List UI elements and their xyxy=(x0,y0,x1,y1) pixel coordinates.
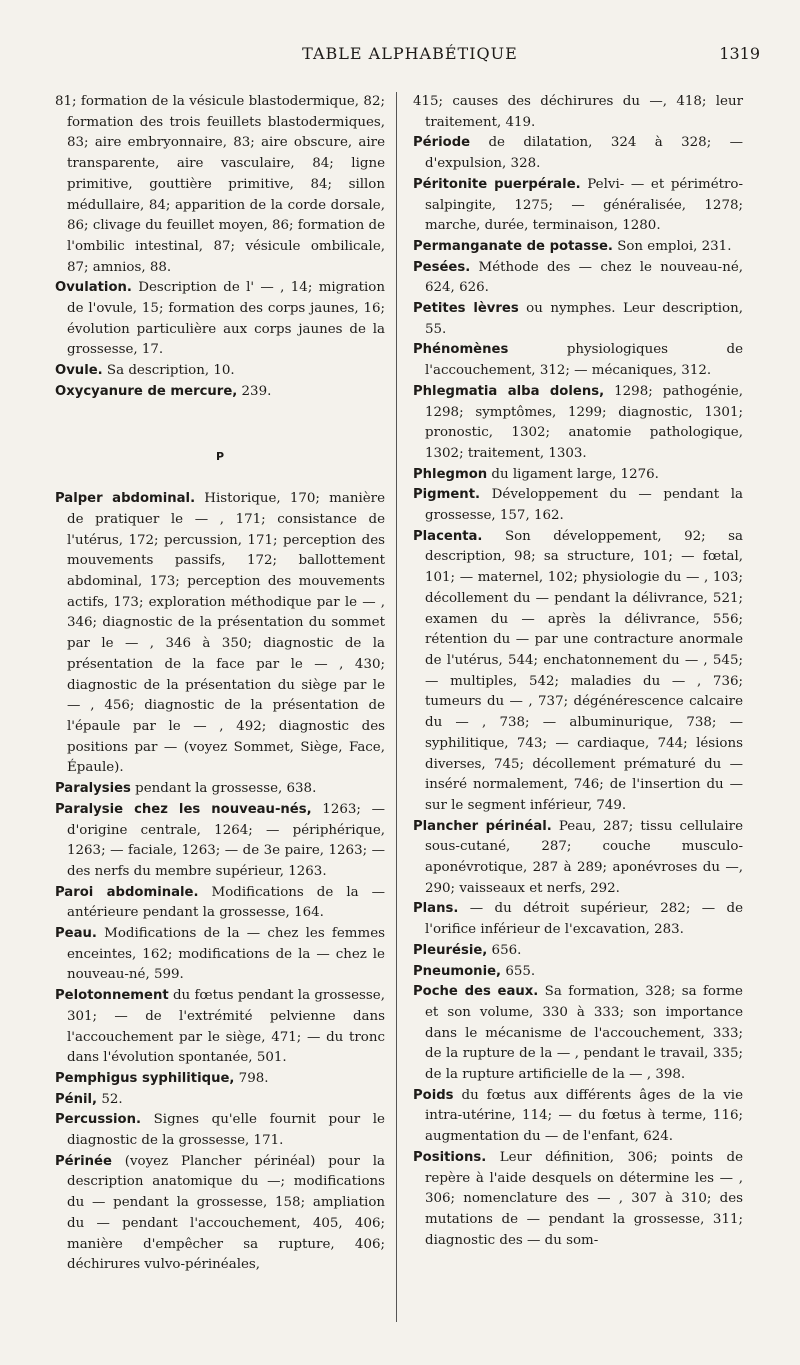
index-entry xyxy=(413,941,743,962)
entry-text: 1298; pathogénie, 1298; symptômes, 1299; diagnostic, 1301; pronostic, 1302; anatomie pathologique, 1302; traitement, 1303. xyxy=(425,383,743,461)
entry-term: Poids xyxy=(413,1087,454,1103)
index-entry xyxy=(413,1148,743,1252)
entry-text: 52. xyxy=(97,1091,123,1107)
running-title: TABLE ALPHABÉTIQUE xyxy=(302,44,518,63)
index-entry xyxy=(55,883,385,924)
index-entry xyxy=(55,1152,385,1276)
entry-text: Peau, 287; tissu cellulaire sous-cutané, 287; couche musculo-aponévrotique, 287 à 289; aponévroses du —, 290; vaisseaux et nerfs, 292. xyxy=(425,818,743,896)
entry-term: Peau. xyxy=(55,926,97,942)
entry-text: Modifications de la — antérieure pendant la grossesse, 164. xyxy=(67,884,385,921)
entry-text: pendant la grossesse, 638. xyxy=(130,781,317,797)
entry-text: ou nymphes. Leur description, 55. xyxy=(425,301,743,337)
entry-term: Paroi abdominale. xyxy=(55,884,199,900)
index-entry xyxy=(413,899,743,940)
entry-list xyxy=(413,133,743,1251)
index-entry xyxy=(55,800,385,883)
entry-term: Poche des eaux. xyxy=(413,984,539,1000)
index-entry xyxy=(413,817,743,900)
entry-term: Pemphigus syphilitique, xyxy=(55,1070,235,1086)
section-letter: P xyxy=(215,449,225,463)
index-entry xyxy=(413,527,743,817)
index-entry xyxy=(413,258,743,299)
entry-text: Modifications de la — chez les femmes enceintes, 162; modifications de la — chez le nouveau-né, 599. xyxy=(67,926,385,983)
index-entry xyxy=(55,986,385,1069)
entry-term: Pesées. xyxy=(413,259,471,275)
entry-term: Plans. xyxy=(413,901,459,917)
continuation-text: 81; formation de la vésicule blastodermique, 82; formation des trois feuillets blastodermiques, 83; aire embryonnaire, 83; aire obscure, aire transparente, aire vasculaire, 84; ligne primitive, gouttière primitive, 84; sillon médullaire, 84; apparition de la corde dorsale, 86; clivage du feuillet moyen, 86; formation de l'ombilic intestinal, 87; vésicule ombilicale, 87; amnios, 88. xyxy=(55,94,385,275)
entry-term: Oxycyanure de mercure, xyxy=(55,383,238,399)
entry-text: — du détroit supérieur, 282; — de l'orifice inférieur de l'excavation, 283. xyxy=(425,901,743,938)
page-number: 1319 xyxy=(719,44,760,63)
entry-text: de dilatation, 324 à 328; — d'expulsion, 328. xyxy=(425,135,743,172)
entry-text: physiologiques de l'accouchement, 312; — mécaniques, 312. xyxy=(425,342,743,379)
column-divider xyxy=(396,92,397,1322)
entry-text: du ligament large, 1276. xyxy=(487,466,659,482)
entry-term: Permanganate de potasse. xyxy=(413,238,613,254)
index-entry xyxy=(413,1086,743,1148)
entry-text: Méthode des — chez le nouveau-né, 624, 626. xyxy=(425,259,743,296)
entry-text: Sa formation, 328; sa forme et son volume, 330 à 333; son importance dans le mécanisme de l'accouchement, 333; de la rupture de la — , pendant le travail, 335; de la rupture artificielle de la — , 398. xyxy=(425,984,743,1083)
entry-term: Placenta. xyxy=(413,528,483,544)
entry-term: Paralysies xyxy=(55,781,131,797)
entry-term: Pelotonnement xyxy=(55,988,169,1004)
entry-term: Ovule. xyxy=(55,363,103,379)
entry-text: Description de l' — , 14; migration de l'ovule, 15; formation des corps jaunes, 16; évolution particulière aux corps jaunes de la grossesse, 17. xyxy=(67,280,385,358)
entry-term: Période xyxy=(413,135,471,151)
index-entry xyxy=(55,779,385,800)
entry-term: Pigment. xyxy=(413,487,481,503)
entry-text: Historique, 170; manière de pratiquer le — , 171; consistance de l'utérus, 172; percussion, 171; perception des mouvements passifs, 172; ballottement abdominal, 173; perception des mouvements actifs, 173; exploration méthodique par le — , 346; diagnostic de la présentation du sommet par le — , 346 à 350; diagnostic de la présentation de la face par le — , 430; diagnostic de la présentation du siège par le — , 456; diagnostic de la présentation de l'épaule par le — , 492; diagnostic des positions par — (voyez Sommet, Siège, Face, Épaule). xyxy=(67,491,385,776)
index-entry xyxy=(55,1090,385,1111)
entry-text: du fœtus aux différents âges de la vie intra-utérine, 114; — du fœtus à terme, 116; augmentation du — de l'enfant, 624. xyxy=(425,1087,743,1145)
entry-text: Leur définition, 306; points de repère à l'aide desquels on détermine les — , 306; nomenclature des — , 307 à 310; des mutations de — pendant la grossesse, 311; diagnostic des — du som- xyxy=(425,1149,743,1248)
index-entry xyxy=(413,175,743,237)
entry-text: Sa description, 10. xyxy=(102,363,235,379)
index-entry xyxy=(55,1069,385,1090)
right-column xyxy=(413,92,743,1251)
entry-term: Palper abdominal. xyxy=(55,491,196,507)
entry-term: Pleurésie, xyxy=(413,942,488,958)
entry-term: Petites lèvres xyxy=(413,301,519,317)
entry-text: Son emploi, 231. xyxy=(612,238,732,254)
entry-term: Phénomènes xyxy=(413,342,509,358)
index-entry xyxy=(413,485,743,526)
index-entry xyxy=(55,361,385,382)
index-entry xyxy=(55,924,385,986)
index-entry xyxy=(413,962,743,983)
index-entry xyxy=(413,299,743,340)
entry-term: Paralysie chez les nouveau-nés, xyxy=(55,801,312,817)
page-header xyxy=(60,44,760,74)
entry-term: Phlegmatia alba dolens, xyxy=(413,383,605,399)
entry-text: 655. xyxy=(501,963,536,979)
entry-list xyxy=(55,278,385,402)
entry-text: Son développement, 92; sa description, 98; sa structure, 101; — fœtal, 101; — maternel, 102; physiologie du — , 103; décollement du — pendant la délivrance, 521; examen du — après la délivrance, 556; rétention du — par une contracture anormale de l'utérus, 544; enchatonnement du — , 545; — multiples, 542; maladies du — , 736; tumeurs du — , 737; dégénérescence calcaire du — , 738; — albuminurique, 738; — syphilitique, 743; — cardiaque, 744; lésions diverses, 745; décollement prématuré du — inséré normalement, 746; de l'insertion du — sur le segment inférieur, 749. xyxy=(425,528,743,813)
continuation-text: 415; causes des déchirures du —, 418; leur traitement, 419. xyxy=(413,94,743,130)
index-entry xyxy=(55,278,385,361)
entry-term: Positions. xyxy=(413,1149,487,1165)
entry-term: Pénil, xyxy=(55,1091,98,1107)
entry-term: Percussion. xyxy=(55,1112,141,1128)
index-entry xyxy=(413,340,743,381)
index-entry xyxy=(413,982,743,1086)
index-entry xyxy=(413,382,743,465)
index-entry xyxy=(413,237,743,258)
index-entry xyxy=(55,489,385,779)
entry-term: Phlegmon xyxy=(413,466,488,482)
index-entry xyxy=(413,465,743,486)
entry-term: Péritonite puerpérale. xyxy=(413,176,581,192)
left-column xyxy=(55,92,385,1276)
entry-text: du fœtus pendant la grossesse, 301; — de l'extrémité pelvienne dans l'accouchement par le siège, 471; — du tronc dans l'évolution spontanée, 501. xyxy=(67,988,385,1066)
entry-text: 239. xyxy=(237,383,272,399)
entry-text: 1263; — d'origine centrale, 1264; — périphérique, 1263; — faciale, 1263; — de 3e paire, 1263; — des nerfs du membre supérieur, 1263. xyxy=(67,801,385,879)
entry-text: Développement du — pendant la grossesse, 157, 162. xyxy=(425,487,743,524)
entry-term: Périnée xyxy=(55,1153,112,1169)
index-entry xyxy=(413,133,743,174)
entry-term: Plancher périnéal. xyxy=(413,818,552,834)
entry-text: 656. xyxy=(487,942,522,958)
entry-term: Pneumonie, xyxy=(413,963,502,979)
entry-list xyxy=(55,489,385,1276)
entry-text: Pelvi- — et périmétro-salpingite, 1275; — généralisée, 1278; marche, durée, terminaison, 1280. xyxy=(425,176,743,234)
index-entry xyxy=(55,382,385,403)
entry-text: Signes qu'elle fournit pour le diagnostic de la grossesse, 171. xyxy=(67,1112,385,1149)
index-entry xyxy=(55,1110,385,1151)
entry-text: 798. xyxy=(234,1070,269,1086)
entry-text: (voyez Plancher périnéal) pour la description anatomique du —; modifications du — pendant la grossesse, 158; ampliation du — pendant l'accouchement, 405, 406; manière d'empêcher sa rupture, 406; déchirures vulvo-périnéales, xyxy=(67,1153,385,1273)
entry-term: Ovulation. xyxy=(55,280,132,296)
